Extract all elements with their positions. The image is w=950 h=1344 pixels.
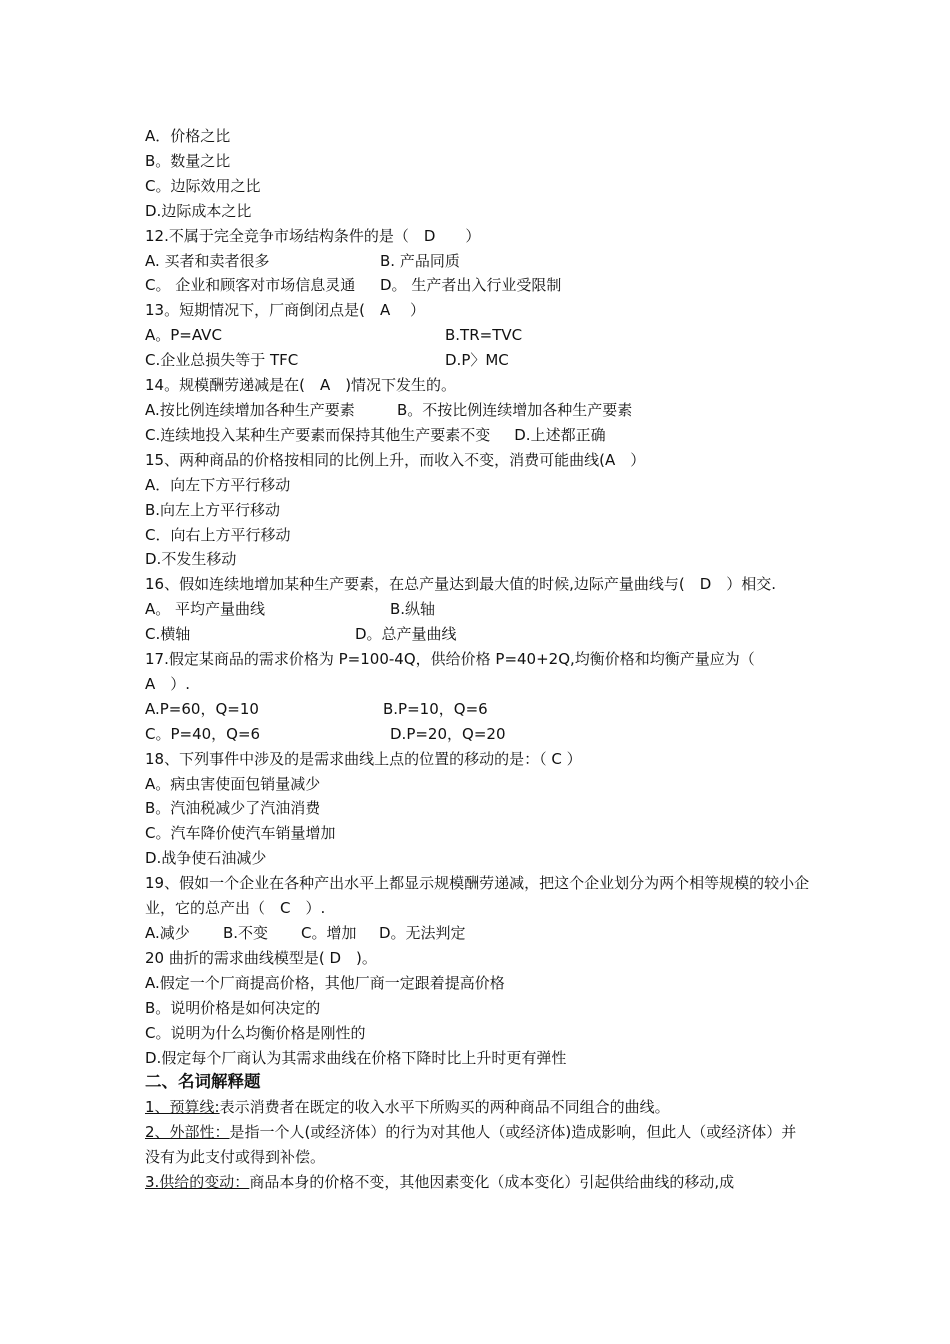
q14-option-b: B。不按比例连续增加各种生产要素 [397,400,633,419]
q15-option-b: B.向左上方平行移动 [145,500,281,519]
q14-options-ab [145,398,810,423]
q13-option-a: A。P=AVC [145,326,222,345]
q15-option-d: D.不发生移动 [145,550,237,569]
q12-options-cd [145,273,810,298]
q17-option-a: A.P=60，Q=10 [145,699,259,718]
q16-option-b: B.纵轴 [390,600,436,619]
q17-stem: 17.假定某商品的需求价格为 P=100-4Q，供给价格 P=40+2Q,均衡价格和均衡产量应为（ A ）. [145,650,770,693]
q20-option-b: B。说明价格是如何决定的 [145,998,321,1017]
q12-option-c: C。 企业和顾客对市场信息灵通 [145,276,356,295]
q16-option-c: C.横轴 [145,625,191,644]
q16-stem: 16、假如连续地增加某种生产要素，在总产量达到最大值的时候,边际产量曲线与( D ）相交. [145,575,777,594]
q17-option-d: D.P=20，Q=20 [390,724,506,743]
q18-option-d: D.战争使石油减少 [145,849,267,868]
q17-options-cd [145,722,810,747]
q20-option-c: C。说明为什么均衡价格是刚性的 [145,1023,366,1042]
q16-options-ab [145,597,810,622]
q14-option-a: A.按比例连续增加各种生产要素 [145,400,355,419]
q12-options-ab [145,249,810,274]
q16-option-d: D。总产量曲线 [355,625,457,644]
q18-option-b: B。汽油税减少了汽油消费 [145,799,321,818]
q14-option-c: C.连续地投入某种生产要素而保持其他生产要素不变 [145,425,491,444]
q19-stem: 19、假如一个企业在各种产出水平上都显示规模酬劳递减，把这个企业划分为两个相等规模的较小企业，它的总产出（ C ）. [145,874,810,918]
q17-option-c: C。P=40，Q=6 [145,724,261,743]
q11-option-c: C。边际效用之比 [145,176,261,195]
q20-stem: 20 曲折的需求曲线模型是( D )。 [145,948,377,967]
definition-text: 是指一个人(或经济体）的行为对其他人（或经济体)造成影响，但此人（或经济体）并没有为此支付或得到补偿。 [145,1123,797,1167]
q13-stem: 13。短期情况下，厂商倒闭点是( A ） [145,301,425,320]
q13-option-c: C.企业总损失等于 TFC [145,351,299,370]
q15-stem: 15、两种商品的价格按相同的比例上升，而收入不变，消费可能曲线(A ） [145,450,646,469]
q18-option-c: C。汽车降价使汽车销量增加 [145,824,336,843]
q11-option-b: B。数量之比 [145,151,231,170]
q12-option-d: D。 生产者出入行业受限制 [380,276,562,295]
q19-option-a: A.减少 [145,924,190,942]
q20-option-a: A.假定一个厂商提高价格，其他厂商一定跟着提高价格 [145,973,505,992]
definition-term: 2、外部性： [145,1123,230,1142]
definition-item [145,1170,810,1195]
definition-text: 商品本身的价格不变，其他因素变化（成本变化）引起供给曲线的移动,成 [249,1173,735,1192]
q15-option-a: A．向左下方平行移动 [145,475,291,494]
definition-text: 表示消费者在既定的收入水平下所购买的两种商品不同组合的曲线。 [219,1098,670,1117]
q12-option-a: A. 买者和卖者很多 [145,251,270,270]
q14-stem: 14。规模酬劳递减是在( A )情况下发生的。 [145,376,457,395]
q11-option-a: A．价格之比 [145,127,231,145]
q13-options-cd [145,348,810,373]
q12-stem: 12.不属于完全竞争市场结构条件的是（ D ） [145,226,481,245]
q19-option-b: B.不变 [223,924,269,942]
q14-option-d: D.上述都正确 [514,425,606,444]
q13-option-d: D.P〉MC [445,351,509,370]
q13-options-ab [145,323,810,348]
q17-option-b: B.P=10，Q=6 [383,699,488,718]
q19-options [145,921,810,946]
definition-term: 3.供给的变动： [145,1173,250,1192]
q14-options-cd [145,423,810,448]
q15-option-c: C．向右上方平行移动 [145,525,291,544]
section-heading: 二、名词解释题 [145,1072,261,1092]
q19-option-d: D。无法判定 [379,924,466,942]
q13-option-b: B.TR=TVC [445,326,523,345]
q16-options-cd [145,622,810,647]
document-body [145,124,810,1195]
definition-item [145,1095,810,1120]
definition-term: 1、预算线: [145,1098,220,1117]
q12-option-b: B. 产品同质 [380,251,460,270]
q16-option-a: A。 平均产量曲线 [145,600,266,619]
q18-stem: 18、下列事件中涉及的是需求曲线上点的位置的移动的是：（ C ） [145,749,582,768]
q20-option-d: D.假定每个厂商认为其需求曲线在价格下降时比上升时更有弹性 [145,1048,567,1067]
q11-option-d: D.边际成本之比 [145,201,252,220]
q17-options-ab [145,697,810,722]
definition-item [145,1120,810,1170]
q18-option-a: A。病虫害使面包销量减少 [145,774,321,793]
q19-option-c: C。增加 [301,924,357,942]
